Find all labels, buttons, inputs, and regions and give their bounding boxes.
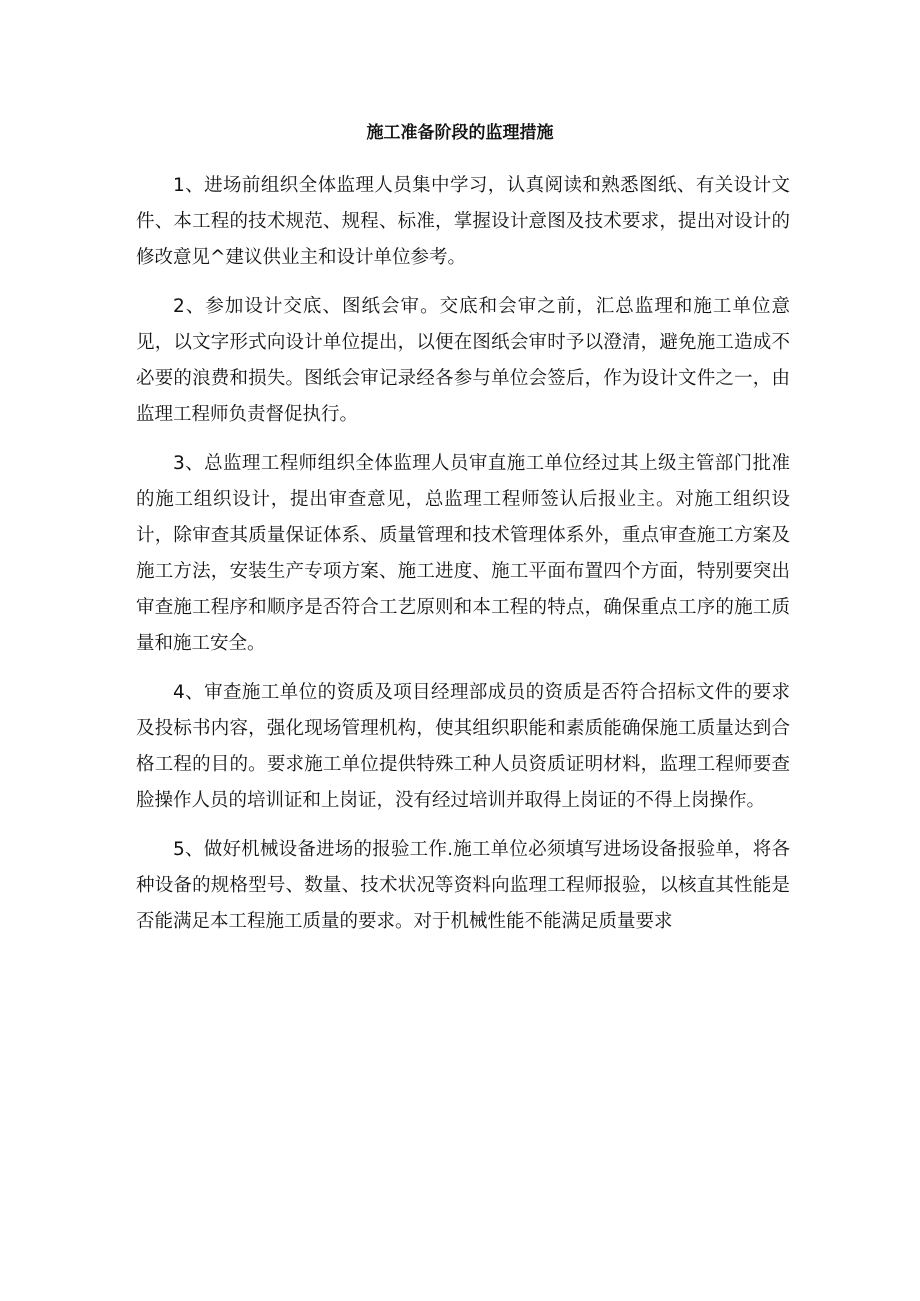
paragraph-4: 4、审查施工单位的资质及项目经理部成员的资质是否符合招标文件的要求及投标书内容，强化现场管理机构，使其组织职能和素质能确保施工质量达到合格工程的目的。要求施工单位提供特殊工种人员资质证明材料，监理工程师要查脸操作人员的培训证和上岗证，没有经过培训并取得上岗证的不得上岗操作。: [136, 682, 790, 811]
paragraph-3: 3、总监理工程师组织全体监理人员审直施工单位经过其上级主管部门批准的施工组织设计，提出审查意见，总监理工程师签认后报业主。对施工组织设计，除审查其质量保证体系、质量管理和技术管理体系外，重点审查施工方案及施工方法，安装生产专项方案、施工进度、施工平面布置四个方面，特别要突出审查施工程序和顺序是否符合工艺原则和本工程的特点，确保重点工序的施工质量和施工安全。: [136, 453, 790, 654]
paragraph-1: 1、进场前组织全体监理人员集中学习，认真阅读和熟悉图纸、有关设计文件、本工程的技术规范、规程、标准，掌握设计意图及技术要求，提出对设计的修改意见^建议供业主和设计单位参考。: [136, 175, 790, 268]
paragraph-2: 2、参加设计交底、图纸会审。交底和会审之前，汇总监理和施工单位意见，以文字形式向设计单位提出，以便在图纸会审时予以澄清，避免施工造成不必要的浪费和损失。图纸会审记录经各参与单位会签后，作为设计文件之一，由监理工程师负责督促执行。: [136, 296, 790, 425]
document-body: [136, 168, 790, 953]
paragraph-5: 5、做好机械设备进场的报验工作.施工单位必须填写进场设备报验单，将各种设备的规格型号、数量、技术状况等资料向监理工程师报验，以核直其性能是否能满足本工程施工质量的要求。对于机械性能不能满足质量要求: [136, 839, 790, 932]
document-title: 施工准备阶段的监理措施: [366, 123, 554, 143]
